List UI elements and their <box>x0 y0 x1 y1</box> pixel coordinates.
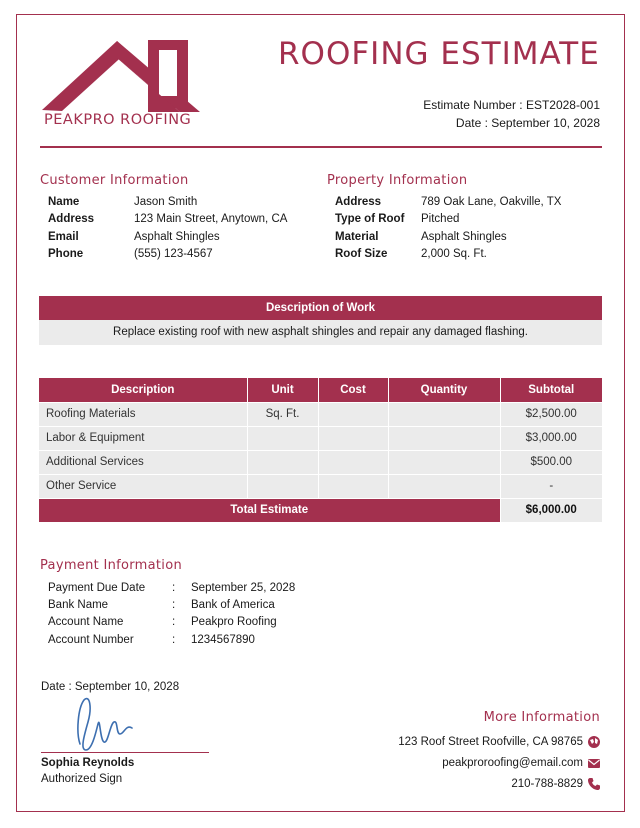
estimate-table <box>39 378 602 522</box>
table-cell <box>318 474 388 498</box>
payment-info-heading: Payment Information <box>40 558 182 573</box>
payment-row-due-date: Payment Due Date : September 25, 2028 <box>48 581 296 594</box>
table-cell: Other Service <box>39 474 247 498</box>
contact-address: 123 Roof Street Roofville, CA 98765 <box>301 731 601 752</box>
signer-name: Sophia Reynolds <box>41 757 135 769</box>
work-description-heading: Description of Work <box>39 296 602 320</box>
column-header-description: Description <box>39 378 247 402</box>
table-cell: - <box>500 474 602 498</box>
column-header-subtotal: Subtotal <box>500 378 602 402</box>
location-globe-icon <box>587 735 601 749</box>
company-name: PEAKPRO ROOFING <box>44 112 192 128</box>
table-cell <box>318 402 388 426</box>
payment-info-list <box>48 579 378 648</box>
header-divider <box>40 146 602 148</box>
property-info-heading: Property Information <box>327 173 468 188</box>
table-row <box>39 450 602 474</box>
customer-info-heading: Customer Information <box>40 173 189 188</box>
table-header-row <box>39 378 602 402</box>
contact-email: peakproroofing@email.com <box>301 752 601 773</box>
estimate-date: Date : September 10, 2028 <box>455 116 600 130</box>
page-title: ROOFING ESTIMATE <box>278 36 600 72</box>
payment-row-account-name: Account Name : Peakpro Roofing <box>48 616 277 629</box>
work-description-text: Replace existing roof with new asphalt shingles and repair any damaged flashing. <box>39 320 602 345</box>
table-cell <box>247 450 318 474</box>
signature-line <box>41 752 209 753</box>
company-logo-house-icon <box>40 38 202 114</box>
customer-row-phone: Phone (555) 123-4567 <box>48 248 213 261</box>
table-cell <box>318 450 388 474</box>
property-info-list <box>335 193 605 263</box>
total-value: $6,000.00 <box>500 498 602 522</box>
customer-info-list <box>48 193 318 263</box>
table-cell: Additional Services <box>39 450 247 474</box>
column-header-unit: Unit <box>247 378 318 402</box>
table-cell <box>318 426 388 450</box>
table-total-row <box>39 498 602 522</box>
table-cell: $2,500.00 <box>500 402 602 426</box>
table-cell <box>247 426 318 450</box>
contact-phone: 210-788-8829 <box>301 773 601 794</box>
contact-info-list <box>301 731 601 794</box>
table-cell: Roofing Materials <box>39 402 247 426</box>
column-header-quantity: Quantity <box>388 378 500 402</box>
table-cell <box>388 474 500 498</box>
table-cell <box>388 450 500 474</box>
signature-date: Date : September 10, 2028 <box>41 681 180 693</box>
estimate-number: Estimate Number : EST2028-001 <box>423 98 600 112</box>
signer-role: Authorized Sign <box>41 773 123 785</box>
table-row <box>39 402 602 426</box>
handwritten-signature <box>74 694 144 754</box>
total-label: Total Estimate <box>39 498 500 522</box>
email-icon <box>587 756 601 770</box>
payment-row-account-number: Account Number : 1234567890 <box>48 633 255 646</box>
customer-row-name: Name Jason Smith <box>48 195 198 208</box>
property-row-material: Material Asphalt Shingles <box>335 230 507 243</box>
more-info-heading: More Information <box>483 710 600 725</box>
payment-row-bank-name: Bank Name : Bank of America <box>48 598 275 611</box>
property-row-roof-size: Roof Size 2,000 Sq. Ft. <box>335 248 487 261</box>
table-cell <box>388 426 500 450</box>
table-cell: $3,000.00 <box>500 426 602 450</box>
table-row <box>39 474 602 498</box>
phone-icon <box>587 777 601 791</box>
customer-row-email: Email Asphalt Shingles <box>48 230 220 243</box>
table-row <box>39 426 602 450</box>
customer-row-address: Address 123 Main Street, Anytown, CA <box>48 213 288 226</box>
property-row-address: Address 789 Oak Lane, Oakville, TX <box>335 195 562 208</box>
table-cell <box>388 402 500 426</box>
table-cell: $500.00 <box>500 450 602 474</box>
table-cell: Labor & Equipment <box>39 426 247 450</box>
property-row-roof-type: Type of Roof Pitched <box>335 213 460 226</box>
table-cell <box>247 474 318 498</box>
table-cell: Sq. Ft. <box>247 402 318 426</box>
column-header-cost: Cost <box>318 378 388 402</box>
